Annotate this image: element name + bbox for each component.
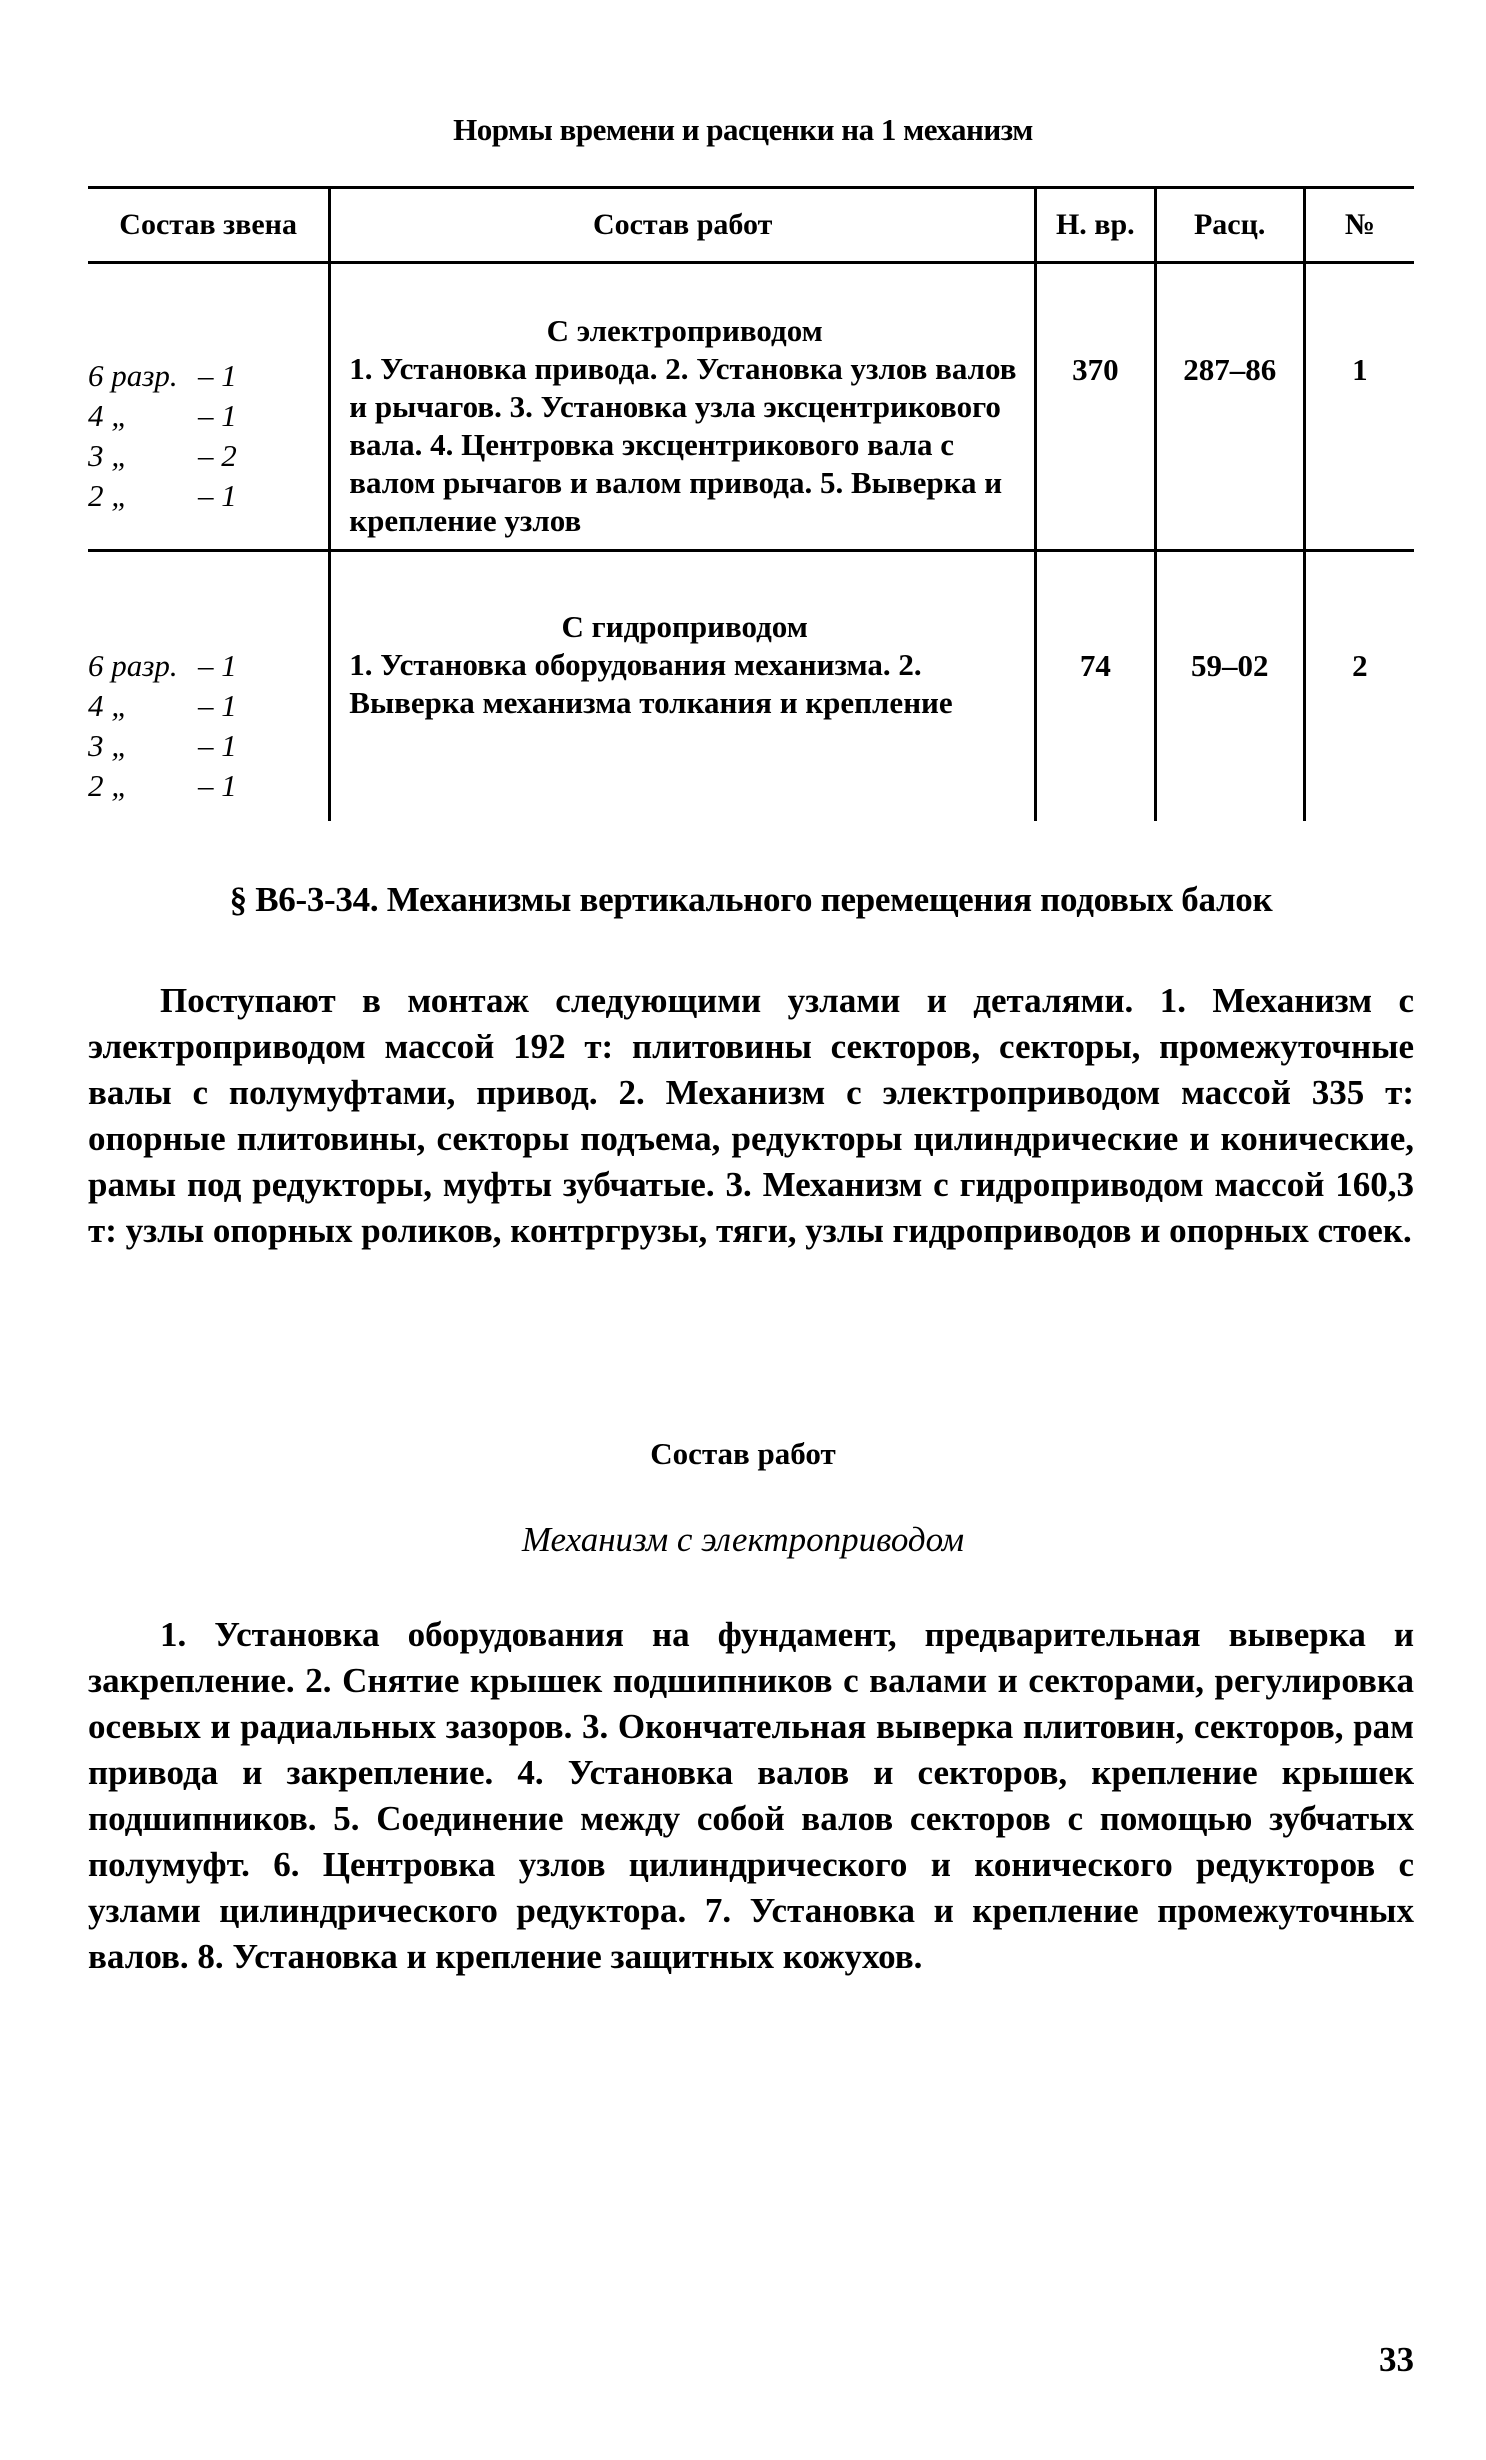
crew-grade: 4 „ bbox=[88, 398, 129, 433]
header-price: Расц. bbox=[1155, 188, 1304, 263]
crew-grade: 2 „ bbox=[88, 768, 129, 803]
crew-qty: – 1 bbox=[198, 648, 237, 683]
crew-grade: 6 разр. bbox=[88, 358, 178, 393]
table-title: Нормы времени и расценки на 1 механизм bbox=[453, 112, 1033, 147]
work-description: 1. Установка оборудования механизма. 2. Выверка механизма толкания и крепление bbox=[349, 647, 953, 720]
work-cell bbox=[330, 263, 1036, 551]
crew-qty: – 1 bbox=[198, 728, 237, 763]
crew-list bbox=[88, 356, 328, 516]
crew-item bbox=[88, 726, 328, 766]
header-norm-time: Н. вр. bbox=[1036, 188, 1156, 263]
crew-cell bbox=[88, 551, 330, 821]
work-subtitle: С электроприводом bbox=[546, 313, 823, 348]
header-crew: Состав звена bbox=[88, 188, 330, 263]
page-number: 33 bbox=[1379, 2340, 1414, 2379]
crew-item bbox=[88, 436, 328, 476]
number-cell: 1 bbox=[1304, 263, 1414, 551]
crew-list bbox=[88, 646, 328, 806]
crew-grade: 3 „ bbox=[88, 438, 129, 473]
crew-item bbox=[88, 396, 328, 436]
price-cell: 287–86 bbox=[1155, 263, 1304, 551]
number-cell: 2 bbox=[1352, 648, 1368, 683]
header-number: № bbox=[1304, 188, 1414, 263]
crew-item bbox=[88, 476, 328, 516]
work-paragraph: 1. Установка оборудования на фундамент, предварительная выверка и закрепление. 2. Снятие крышек подшипников с валами и секторами, регулировка осевых и радиальных зазоров. 3. Окончательная выверка плитовин, секторов, рам привода и закрепление. 4. Установка валов и секторов, крепление крышек подшипников. 5. Соединение между собой валов секторов с помощью зубчатых полумуфт. 6. Центровка узлов цилиндрического и конического редукторов с узлами цилиндрического редуктора. 7. Установка и крепление промежуточных валов. 8. Установка и крепление защитных кожухов. bbox=[88, 1615, 1414, 1976]
crew-item bbox=[88, 686, 328, 726]
crew-item bbox=[88, 766, 328, 806]
crew-grade: 3 „ bbox=[88, 728, 129, 763]
crew-cell bbox=[88, 263, 330, 551]
table-row bbox=[88, 551, 1414, 821]
crew-qty: – 1 bbox=[198, 688, 237, 723]
norm-time-cell: 370 bbox=[1036, 263, 1156, 551]
crew-qty: – 2 bbox=[198, 438, 237, 473]
section-title: § В6-3-34. Механизмы вертикального перемещения подовых балок bbox=[229, 880, 1273, 919]
crew-item bbox=[88, 356, 328, 396]
table-row bbox=[88, 263, 1414, 551]
crew-grade: 2 „ bbox=[88, 478, 129, 513]
intro-paragraph: Поступают в монтаж следующими узлами и деталями. 1. Механизм с электроприводом массой 192 т: плитовины секторов, секторы, промежуточные валы с полумуфтами, привод. 2. Механизм с электроприводом массой 335 т: опорные плитовины, секторы подъема, редукторы цилиндрические и конические, рамы под редукторы, муфты зубчатые. 3. Механизм с гидроприводом массой 160,3 т: узлы опорных роликов, контргрузы, тяги, узлы гидроприводов и опорных стоек. bbox=[88, 981, 1414, 1250]
crew-grade: 4 „ bbox=[88, 688, 129, 723]
crew-grade: 6 разр. bbox=[88, 648, 178, 683]
work-subtitle: С гидроприводом bbox=[561, 609, 808, 644]
norm-time-cell: 74 bbox=[1036, 551, 1156, 821]
crew-item bbox=[88, 646, 328, 686]
crew-qty: – 1 bbox=[198, 398, 237, 433]
crew-qty: – 1 bbox=[198, 358, 237, 393]
crew-qty: – 1 bbox=[198, 768, 237, 803]
norms-table bbox=[88, 186, 1414, 821]
crew-qty: – 1 bbox=[198, 478, 237, 513]
table-header-row bbox=[88, 188, 1414, 263]
work-heading: Состав работ bbox=[650, 1436, 836, 1471]
work-subheading: Механизм с электроприводом bbox=[521, 1520, 965, 1559]
header-work: Состав работ bbox=[330, 188, 1036, 263]
work-cell bbox=[330, 551, 1036, 821]
price-cell: 59–02 bbox=[1155, 551, 1304, 821]
work-description: 1. Установка привода. 2. Установка узлов валов и рычагов. 3. Установка узла эксцентрикового вала. 4. Центровка эксцентрикового вала с валом рычагов и валом привода. 5. Выверка и крепление узлов bbox=[349, 351, 1017, 538]
